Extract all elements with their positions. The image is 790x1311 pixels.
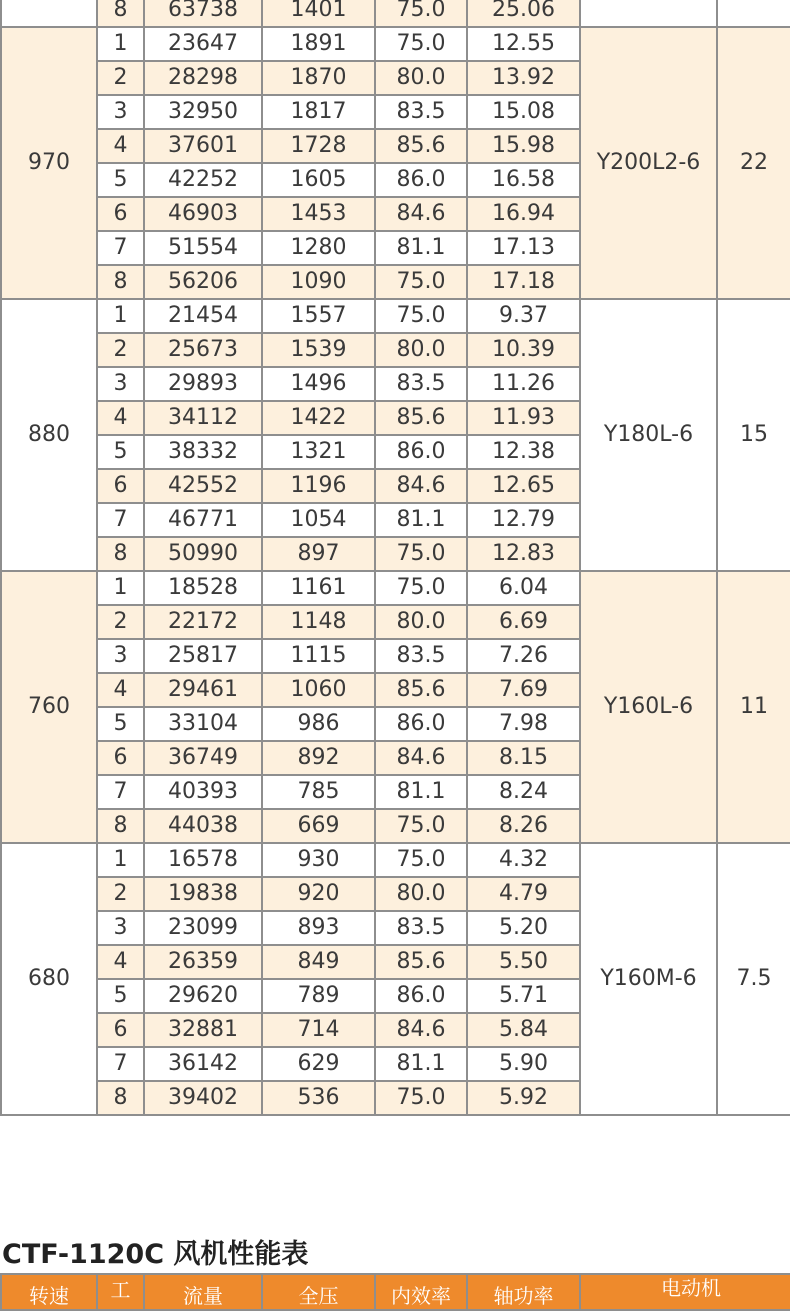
motor-power-cell: 7.5 <box>717 843 790 1115</box>
pressure-cell: 1161 <box>262 571 375 605</box>
shaft-cell: 13.92 <box>467 61 580 95</box>
speed-cell: 880 <box>1 299 97 571</box>
eff-cell: 83.5 <box>375 367 467 401</box>
speed-cell: 970 <box>1 27 97 299</box>
header-cell-flow: 流量 <box>144 1274 262 1310</box>
motor-model-cell <box>580 0 717 27</box>
table-row <box>1 299 790 333</box>
header-cell-motor: 电动机 <box>580 1274 790 1310</box>
shaft-cell: 11.93 <box>467 401 580 435</box>
no-cell: 2 <box>97 605 144 639</box>
pressure-cell: 1539 <box>262 333 375 367</box>
no-cell: 5 <box>97 707 144 741</box>
pressure-cell: 986 <box>262 707 375 741</box>
no-cell: 8 <box>97 1081 144 1115</box>
flow-cell: 29620 <box>144 979 262 1013</box>
no-cell: 6 <box>97 197 144 231</box>
flow-cell: 19838 <box>144 877 262 911</box>
eff-cell: 86.0 <box>375 163 467 197</box>
no-cell: 2 <box>97 877 144 911</box>
eff-cell: 86.0 <box>375 435 467 469</box>
table-row <box>1 571 790 605</box>
shaft-cell: 5.84 <box>467 1013 580 1047</box>
pressure-cell: 893 <box>262 911 375 945</box>
eff-cell: 81.1 <box>375 775 467 809</box>
no-cell: 3 <box>97 639 144 673</box>
no-cell: 8 <box>97 265 144 299</box>
shaft-cell: 12.83 <box>467 537 580 571</box>
pressure-cell: 1321 <box>262 435 375 469</box>
no-cell: 3 <box>97 95 144 129</box>
flow-cell: 32950 <box>144 95 262 129</box>
flow-cell: 29461 <box>144 673 262 707</box>
flow-cell: 29893 <box>144 367 262 401</box>
pressure-cell: 1891 <box>262 27 375 61</box>
no-cell: 2 <box>97 61 144 95</box>
pressure-cell: 1817 <box>262 95 375 129</box>
header-cell-pressure: 全压 <box>262 1274 375 1310</box>
motor-power-cell: 11 <box>717 571 790 843</box>
eff-cell: 80.0 <box>375 877 467 911</box>
shaft-cell: 5.50 <box>467 945 580 979</box>
no-cell: 8 <box>97 537 144 571</box>
pressure-cell: 789 <box>262 979 375 1013</box>
pressure-cell: 920 <box>262 877 375 911</box>
eff-cell: 85.6 <box>375 945 467 979</box>
eff-cell: 75.0 <box>375 0 467 27</box>
pressure-cell: 669 <box>262 809 375 843</box>
no-cell: 5 <box>97 163 144 197</box>
motor-power-cell <box>717 0 790 27</box>
shaft-cell: 7.26 <box>467 639 580 673</box>
flow-cell: 21454 <box>144 299 262 333</box>
flow-cell: 23099 <box>144 911 262 945</box>
shaft-cell: 9.37 <box>467 299 580 333</box>
eff-cell: 83.5 <box>375 911 467 945</box>
eff-cell: 75.0 <box>375 537 467 571</box>
eff-cell: 84.6 <box>375 741 467 775</box>
pressure-cell: 1280 <box>262 231 375 265</box>
pressure-cell: 930 <box>262 843 375 877</box>
no-cell: 4 <box>97 673 144 707</box>
pressure-cell: 714 <box>262 1013 375 1047</box>
flow-cell: 44038 <box>144 809 262 843</box>
eff-cell: 81.1 <box>375 1047 467 1081</box>
eff-cell: 81.1 <box>375 231 467 265</box>
pressure-cell: 892 <box>262 741 375 775</box>
shaft-cell: 5.71 <box>467 979 580 1013</box>
next-table-header <box>0 1273 790 1311</box>
pressure-cell: 897 <box>262 537 375 571</box>
table-row <box>1 27 790 61</box>
flow-cell: 46903 <box>144 197 262 231</box>
no-cell: 7 <box>97 231 144 265</box>
pressure-cell: 536 <box>262 1081 375 1115</box>
table-row <box>1 0 790 27</box>
flow-cell: 22172 <box>144 605 262 639</box>
shaft-cell: 5.90 <box>467 1047 580 1081</box>
eff-cell: 86.0 <box>375 979 467 1013</box>
shaft-cell: 8.26 <box>467 809 580 843</box>
pressure-cell: 629 <box>262 1047 375 1081</box>
no-cell: 2 <box>97 333 144 367</box>
flow-cell: 42252 <box>144 163 262 197</box>
eff-cell: 75.0 <box>375 265 467 299</box>
flow-cell: 25817 <box>144 639 262 673</box>
motor-power-cell: 15 <box>717 299 790 571</box>
flow-cell: 36749 <box>144 741 262 775</box>
shaft-cell: 8.15 <box>467 741 580 775</box>
pressure-cell: 1148 <box>262 605 375 639</box>
flow-cell: 28298 <box>144 61 262 95</box>
eff-cell: 84.6 <box>375 197 467 231</box>
pressure-cell: 1422 <box>262 401 375 435</box>
pressure-cell: 785 <box>262 775 375 809</box>
no-cell: 5 <box>97 979 144 1013</box>
shaft-cell: 11.26 <box>467 367 580 401</box>
eff-cell: 80.0 <box>375 605 467 639</box>
eff-cell: 83.5 <box>375 639 467 673</box>
flow-cell: 25673 <box>144 333 262 367</box>
flow-cell: 51554 <box>144 231 262 265</box>
no-cell: 7 <box>97 1047 144 1081</box>
no-cell: 8 <box>97 809 144 843</box>
next-table-title: CTF-1120C 风机性能表 <box>2 1239 309 1270</box>
eff-cell: 81.1 <box>375 503 467 537</box>
flow-cell: 23647 <box>144 27 262 61</box>
eff-cell: 75.0 <box>375 571 467 605</box>
flow-cell: 56206 <box>144 265 262 299</box>
eff-cell: 85.6 <box>375 129 467 163</box>
shaft-cell: 5.20 <box>467 911 580 945</box>
shaft-cell: 6.69 <box>467 605 580 639</box>
pressure-cell: 1115 <box>262 639 375 673</box>
shaft-cell: 16.94 <box>467 197 580 231</box>
speed-cell: 760 <box>1 571 97 843</box>
performance-table-body <box>1 0 790 1115</box>
no-cell: 1 <box>97 27 144 61</box>
shaft-cell: 16.58 <box>467 163 580 197</box>
next-table-header-row <box>1 1274 790 1310</box>
motor-power-cell: 22 <box>717 27 790 299</box>
motor-model-cell: Y180L-6 <box>580 299 717 571</box>
pressure-cell: 849 <box>262 945 375 979</box>
motor-model-cell: Y160M-6 <box>580 843 717 1115</box>
motor-model-cell: Y200L2-6 <box>580 27 717 299</box>
flow-cell: 38332 <box>144 435 262 469</box>
flow-cell: 32881 <box>144 1013 262 1047</box>
pressure-cell: 1557 <box>262 299 375 333</box>
pressure-cell: 1496 <box>262 367 375 401</box>
flow-cell: 33104 <box>144 707 262 741</box>
pressure-cell: 1060 <box>262 673 375 707</box>
shaft-cell: 12.38 <box>467 435 580 469</box>
flow-cell: 46771 <box>144 503 262 537</box>
no-cell: 5 <box>97 435 144 469</box>
no-cell: 6 <box>97 741 144 775</box>
flow-cell: 50990 <box>144 537 262 571</box>
eff-cell: 80.0 <box>375 61 467 95</box>
shaft-cell: 4.32 <box>467 843 580 877</box>
shaft-cell: 12.65 <box>467 469 580 503</box>
header-cell-condition: 工 <box>97 1274 144 1310</box>
eff-cell: 75.0 <box>375 1081 467 1115</box>
no-cell: 7 <box>97 775 144 809</box>
flow-cell: 39402 <box>144 1081 262 1115</box>
flow-cell: 36142 <box>144 1047 262 1081</box>
no-cell: 1 <box>97 571 144 605</box>
eff-cell: 80.0 <box>375 333 467 367</box>
eff-cell: 85.6 <box>375 673 467 707</box>
speed-cell <box>1 0 97 27</box>
header-cell-efficiency: 内效率 <box>375 1274 467 1310</box>
pressure-cell: 1054 <box>262 503 375 537</box>
shaft-cell: 5.92 <box>467 1081 580 1115</box>
header-cell-shaft-power: 轴功率 <box>467 1274 580 1310</box>
no-cell: 7 <box>97 503 144 537</box>
eff-cell: 75.0 <box>375 843 467 877</box>
no-cell: 8 <box>97 0 144 27</box>
pressure-cell: 1196 <box>262 469 375 503</box>
pressure-cell: 1090 <box>262 265 375 299</box>
no-cell: 4 <box>97 129 144 163</box>
no-cell: 3 <box>97 367 144 401</box>
pressure-cell: 1870 <box>262 61 375 95</box>
shaft-cell: 8.24 <box>467 775 580 809</box>
shaft-cell: 7.69 <box>467 673 580 707</box>
header-cell-speed: 转速 <box>1 1274 97 1310</box>
no-cell: 4 <box>97 945 144 979</box>
shaft-cell: 17.18 <box>467 265 580 299</box>
eff-cell: 84.6 <box>375 1013 467 1047</box>
shaft-cell: 6.04 <box>467 571 580 605</box>
shaft-cell: 12.79 <box>467 503 580 537</box>
flow-cell: 34112 <box>144 401 262 435</box>
motor-model-cell: Y160L-6 <box>580 571 717 843</box>
shaft-cell: 25.06 <box>467 0 580 27</box>
no-cell: 4 <box>97 401 144 435</box>
shaft-cell: 15.08 <box>467 95 580 129</box>
table-row <box>1 843 790 877</box>
flow-cell: 26359 <box>144 945 262 979</box>
no-cell: 1 <box>97 299 144 333</box>
flow-cell: 37601 <box>144 129 262 163</box>
eff-cell: 83.5 <box>375 95 467 129</box>
pressure-cell: 1605 <box>262 163 375 197</box>
eff-cell: 86.0 <box>375 707 467 741</box>
flow-cell: 18528 <box>144 571 262 605</box>
pressure-cell: 1453 <box>262 197 375 231</box>
shaft-cell: 15.98 <box>467 129 580 163</box>
flow-cell: 42552 <box>144 469 262 503</box>
eff-cell: 75.0 <box>375 299 467 333</box>
shaft-cell: 10.39 <box>467 333 580 367</box>
shaft-cell: 4.79 <box>467 877 580 911</box>
no-cell: 3 <box>97 911 144 945</box>
no-cell: 6 <box>97 1013 144 1047</box>
flow-cell: 16578 <box>144 843 262 877</box>
eff-cell: 84.6 <box>375 469 467 503</box>
no-cell: 1 <box>97 843 144 877</box>
shaft-cell: 17.13 <box>467 231 580 265</box>
eff-cell: 85.6 <box>375 401 467 435</box>
flow-cell: 40393 <box>144 775 262 809</box>
eff-cell: 75.0 <box>375 27 467 61</box>
no-cell: 6 <box>97 469 144 503</box>
shaft-cell: 12.55 <box>467 27 580 61</box>
speed-cell: 680 <box>1 843 97 1115</box>
flow-cell: 63738 <box>144 0 262 27</box>
pressure-cell: 1728 <box>262 129 375 163</box>
eff-cell: 75.0 <box>375 809 467 843</box>
shaft-cell: 7.98 <box>467 707 580 741</box>
pressure-cell: 1401 <box>262 0 375 27</box>
